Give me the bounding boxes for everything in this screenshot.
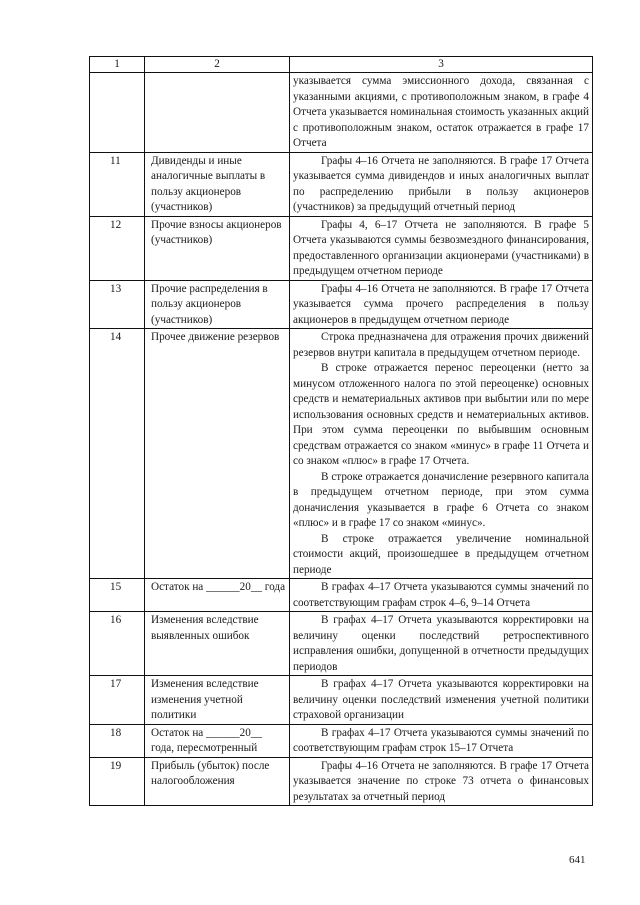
row-indicator-name: Остаток на ______20__ года, пересмотренный <box>145 724 290 757</box>
description-paragraph: В графах 4–17 Отчета указываются корректировки на величину оценки последствий изменения учетной политики страховой организации <box>293 678 589 721</box>
row-number: 16 <box>90 612 145 676</box>
row-indicator-name: Прибыль (убыток) после налогообложения <box>145 757 290 806</box>
row-indicator-name: Прочие взносы акционеров (участников) <box>145 216 290 280</box>
row-number <box>90 73 145 153</box>
header-col-2: 2 <box>145 57 290 73</box>
description-paragraph: В строке отражается перенос переоценки (нетто за минусом отложенного налога по этой переоценке) основных средств и нематериальных активов при выбытии или по мере использования основных средств и нематериальных активов. При этом сумма переоценки по выбывшим основным средствам отражается со знаком «минус» в графе 11 Отчета и со знаком «плюс» в графе 17 Отчета. <box>293 362 589 467</box>
table-row <box>90 280 593 329</box>
description-paragraph: Строка предназначена для отражения прочих движений резервов внутри капитала в предыдущем отчетном периоде. <box>293 331 589 359</box>
header-col-1: 1 <box>90 57 145 73</box>
row-description <box>290 676 593 725</box>
header-col-3: 3 <box>290 57 593 73</box>
row-indicator-name: Остаток на ______20__ года <box>145 579 290 612</box>
row-description <box>290 152 593 216</box>
description-paragraph: Графы 4–16 Отчета не заполняются. В графе 17 Отчета указывается сумма прочего распределения в пользу акционеров в предыдущем отчетном периоде <box>293 282 589 326</box>
table-row <box>90 73 593 153</box>
description-paragraph: В строке отражается доначисление резервного капитала в предыдущем отчетном периоде, при этом сумма доначисления указывается в графе 6 Отчета со знаком «плюс» и в графе 17 со знаком «минус». <box>293 470 589 529</box>
row-number: 12 <box>90 216 145 280</box>
row-indicator-name: Дивиденды и иные аналогичные выплаты в пользу акционеров (участников) <box>145 152 290 216</box>
description-paragraph: В графах 4–17 Отчета указываются корректировки на величину оценки последствий ретроспективного исправления ошибки, допущенной в отчетности предыдущих периодов <box>293 614 589 673</box>
row-indicator-name: Прочее движение резервов <box>145 329 290 579</box>
report-instructions-table <box>89 56 593 806</box>
table-row <box>90 579 593 612</box>
row-description <box>290 280 593 329</box>
description-paragraph: Графы 4, 6–17 Отчета не заполняются. В графе 5 Отчета указываются суммы безвозмездного финансирования, предоставленного организации акционерами (участниками) в предыдущем отчетном периоде <box>293 218 589 277</box>
row-number: 17 <box>90 676 145 725</box>
row-indicator-name: Изменения вследствие выявленных ошибок <box>145 612 290 676</box>
table-row <box>90 329 593 579</box>
row-number: 14 <box>90 329 145 579</box>
row-indicator-name: Прочие распределения в пользу акционеров (участников) <box>145 280 290 329</box>
row-description <box>290 216 593 280</box>
table-row <box>90 152 593 216</box>
description-paragraph: Графы 4–16 Отчета не заполняются. В графе 17 Отчета указывается сумма дивидендов и иных аналогичных выплат по распределению прибыли в пользу акционеров (участников) за предыдущий отчетный период <box>293 154 589 213</box>
row-description <box>290 612 593 676</box>
row-description <box>290 579 593 612</box>
row-description <box>290 73 593 153</box>
description-paragraph: Графы 4–16 Отчета не заполняются. В графе 17 Отчета указывается значение по строке 73 отчета о финансовых результатах за отчетный период <box>293 759 589 803</box>
description-paragraph: В графах 4–17 Отчета указываются суммы значений по соответствующим графам строк 15–17 Отчета <box>293 726 589 754</box>
row-description <box>290 757 593 806</box>
description-paragraph: указывается сумма эмиссионного дохода, связанная с указанными акциями, с противоположным знаком, в графе 4 Отчета указывается номинальная стоимость указанных акций с противоположным знаком, остаток отражается в графе 17 Отчета <box>293 75 589 149</box>
row-number: 15 <box>90 579 145 612</box>
table-row <box>90 757 593 806</box>
table-row <box>90 612 593 676</box>
page-number: 641 <box>569 854 586 866</box>
row-description <box>290 724 593 757</box>
row-number: 18 <box>90 724 145 757</box>
row-description <box>290 329 593 579</box>
table-row <box>90 676 593 725</box>
row-indicator-name: Изменения вследствие изменения учетной политики <box>145 676 290 725</box>
row-number: 19 <box>90 757 145 806</box>
header-row <box>90 57 593 73</box>
table-row <box>90 216 593 280</box>
row-number: 11 <box>90 152 145 216</box>
description-paragraph: В строке отражается увеличение номинальной стоимости акций, произошедшее в предыдущем отчетном периоде <box>293 532 589 576</box>
table-row <box>90 724 593 757</box>
row-number: 13 <box>90 280 145 329</box>
description-paragraph: В графах 4–17 Отчета указываются суммы значений по соответствующим графам строк 4–6, 9–14 Отчета <box>293 581 589 609</box>
row-indicator-name <box>145 73 290 153</box>
